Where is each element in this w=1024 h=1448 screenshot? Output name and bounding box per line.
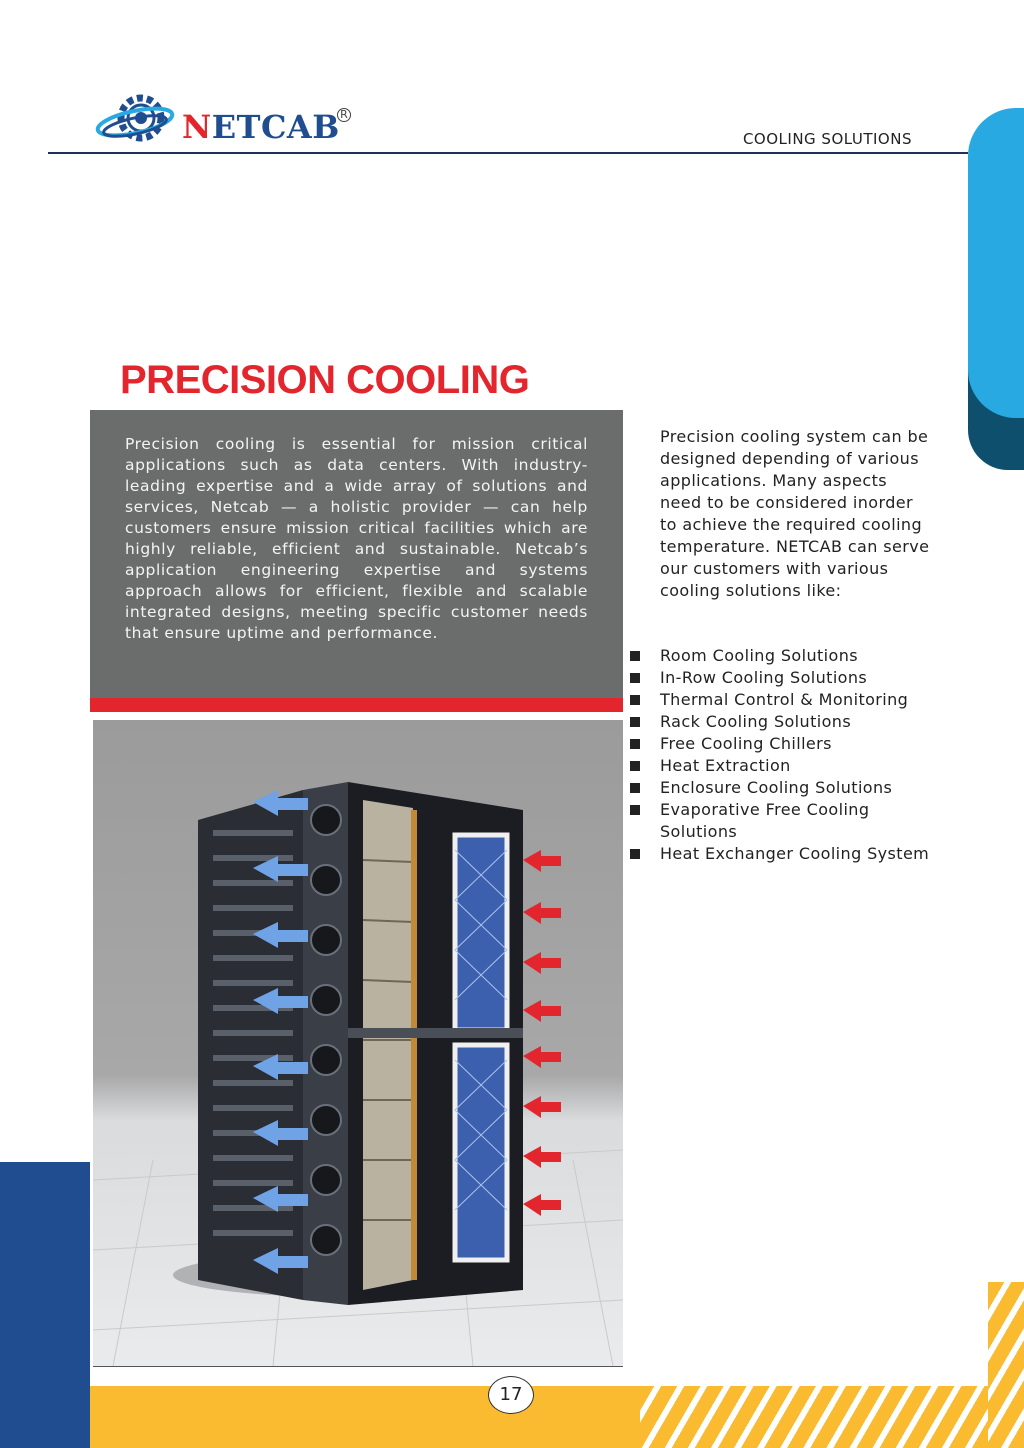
decor-right-stripes: [988, 1282, 1024, 1448]
bullet-square-icon: [630, 761, 640, 771]
page-title: PRECISION COOLING: [120, 358, 530, 402]
gear-globe-icon: [95, 92, 185, 152]
solutions-list: [630, 645, 930, 865]
bullet-square-icon: [630, 695, 640, 705]
section-label: COOLING SOLUTIONS: [742, 130, 912, 148]
bullet-square-icon: [630, 673, 640, 683]
list-item: Rack Cooling Solutions: [630, 711, 930, 733]
list-item: Room Cooling Solutions: [630, 645, 930, 667]
intro-paragraph: Precision cooling is essential for mission critical applications such as data centers. With industry-leading expertise and a wide array of solutions and services, Netcab — a holistic provider — can help customers ensure mission critical facilities which are highly reliable, efficient and sustainable. Netcab’s application engineering expertise and systems approach allows for efficient, flexible and scalable integrated designs, meeting specific customer needs that ensure uptime and performance.: [125, 435, 588, 642]
list-item: Evaporative Free Cooling Solutions: [630, 799, 930, 843]
image-bottom-rule: [93, 1366, 623, 1367]
decor-bottom-stripes: [640, 1386, 988, 1448]
header-divider: [48, 152, 968, 154]
list-item: Thermal Control & Monitoring: [630, 689, 930, 711]
page-number: 17: [488, 1376, 534, 1414]
brand-name: [182, 108, 340, 146]
brand-first-letter: N: [182, 108, 212, 146]
bullet-square-icon: [630, 739, 640, 749]
rack-cooling-illustration: [93, 720, 623, 1366]
bullet-square-icon: [630, 805, 640, 815]
intro-red-strip: [90, 698, 623, 712]
list-item: In-Row Cooling Solutions: [630, 667, 930, 689]
list-item: Enclosure Cooling Solutions: [630, 777, 930, 799]
bullet-square-icon: [630, 717, 640, 727]
brand-rest: ETCAB: [211, 108, 340, 146]
list-item: Free Cooling Chillers: [630, 733, 930, 755]
registered-mark: R: [337, 108, 351, 122]
decor-blue-tab: [968, 108, 1024, 418]
server-rack-image: [93, 720, 623, 1366]
list-item: Heat Extraction: [630, 755, 930, 777]
right-intro-paragraph: Precision cooling system can be designed depending of various applications. Many aspects need to be considered inorder to achieve the required cooling temperature. NETCAB can serve our customers with various cooling solutions like:: [660, 427, 930, 600]
bullet-square-icon: [630, 651, 640, 661]
decor-left-blue-bar: [0, 1162, 90, 1448]
bullet-square-icon: [630, 849, 640, 859]
bullet-square-icon: [630, 783, 640, 793]
list-item: Heat Exchanger Cooling System: [630, 843, 930, 865]
